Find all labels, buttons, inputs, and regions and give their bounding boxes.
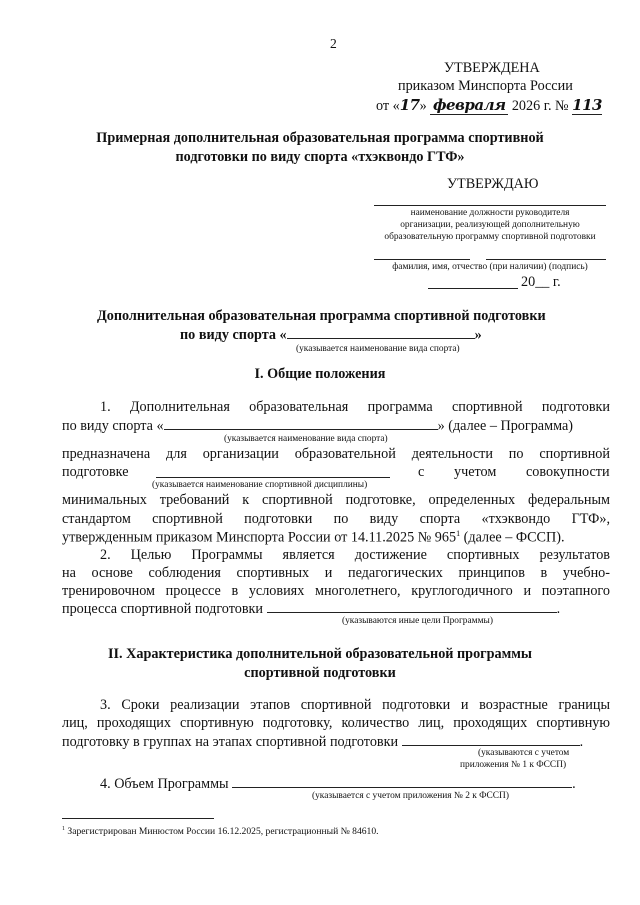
page-number: 2 (330, 36, 337, 51)
p1-line4-d: совокупности (526, 464, 610, 480)
p3-caption-l1: (указываются с учетом (478, 748, 570, 758)
approve-date-line (428, 288, 518, 289)
footnote-separator (62, 818, 214, 819)
p1-line7-a: утвержденным приказом Минспорта России от 14.11.2025 № 965 (62, 529, 457, 546)
p2-line4-prefix: процесса спортивной подготовки (62, 601, 264, 617)
footnote (62, 826, 379, 837)
p1-line3: предназначена для организации образовательной деятельности по спортивной (62, 446, 610, 462)
approve-caption1-l1: наименование должности руководителя (410, 208, 570, 218)
section2-heading-l1: II. Характеристика дополнительной образовательной программы (107, 646, 532, 662)
approval-title: УТВЕРЖДЕНА (444, 60, 540, 76)
p1-line2 (62, 417, 573, 435)
p2-line3: тренировочном процессе в условиях многолетнего, круглогодичного и поэтапного (62, 583, 610, 599)
date-prefix: от « (376, 98, 400, 114)
p3-line3-prefix: подготовку в группах на этапах спортивной подготовки (62, 734, 399, 750)
program-title-line2 (180, 326, 482, 344)
p1-caption1: (указывается наименование вида спорта) (224, 434, 388, 444)
approve-line-2a (374, 259, 470, 260)
sport-name-blank (287, 326, 475, 339)
program-title-caption: (указывается наименование вида спорта) (296, 344, 460, 354)
footnote-ref: 1 (456, 529, 461, 538)
p1-line7 (62, 529, 565, 547)
approve-year: 20__ г. (521, 274, 561, 290)
p2-line2: на основе соблюдения спортивных и педагогических принципов в учебно- (62, 565, 610, 581)
p1-line2-prefix: по виду спорта « (62, 418, 164, 434)
footnote-mark: 1 (62, 826, 65, 832)
p1-caption2: (указывается наименование спортивной дисциплины) (152, 480, 368, 490)
date-close: » (419, 98, 427, 114)
date-year: 2026 г. № (511, 98, 569, 114)
p1-line6: стандартом спортивной подготовки по виду спорта «тхэквондо ГТФ», (62, 511, 610, 527)
approve-caption1-l2: организации, реализующей дополнительную (400, 220, 580, 230)
p3-line1: 3. Сроки реализации этапов спортивной подготовки и возрастные границы (100, 697, 610, 713)
doc-title-line1: Примерная дополнительная образовательная программа спортивной (96, 130, 544, 146)
p2-goals-blank (267, 600, 557, 613)
approve-title: УТВЕРЖДАЮ (447, 176, 539, 192)
p1-line4-a: подготовке (62, 464, 129, 480)
p3-blank (402, 733, 580, 746)
p4-suffix: . (572, 776, 576, 792)
p4-blank (232, 775, 572, 788)
p3-line3-suffix: . (579, 734, 584, 750)
p1-line4-b: с (418, 464, 425, 480)
doc-title-line2: подготовки по виду спорта «тхэквондо ГТФ» (175, 149, 465, 165)
approval-line1: приказом Минспорта России (398, 78, 573, 94)
p2-line1: 2. Целью Программы является достижение спортивных результатов (100, 547, 610, 563)
section2-heading-l2: спортивной подготовки (244, 665, 396, 681)
approve-caption2: фамилия, имя, отчество (при наличии) (подпись) (392, 262, 588, 272)
p3-line2: лиц, проходящих спортивную подготовку, количество лиц, проходящих спортивную (62, 715, 610, 731)
p2-line4-suffix: . (556, 601, 561, 617)
program-title-line1: Дополнительная образовательная программа спортивной подготовки (97, 308, 546, 324)
p1-line4-c: учетом (454, 464, 497, 480)
approve-line-2b (486, 259, 606, 260)
p1-line5: минимальных требований к спортивной подготовке, определенных федеральным (62, 492, 610, 508)
p1-line1: 1. Дополнительная образовательная программа спортивной подготовки (100, 399, 610, 415)
date-number-handwritten: 113 (572, 96, 602, 114)
p1-sport-blank (164, 417, 438, 430)
program-title-suffix: » (474, 327, 482, 343)
section1-heading: I. Общие положения (254, 366, 386, 382)
p4-caption: (указывается с учетом приложения № 2 к ФССП) (312, 791, 509, 801)
footnote-text: Зарегистрирован Минюстом России 16.12.2025, регистрационный № 84610. (67, 826, 379, 838)
approval-date (376, 96, 602, 115)
p1-line7-b: (далее – ФССП). (460, 529, 565, 546)
p1-line2-suffix: » (далее – Программа) (437, 418, 573, 434)
p1-discipline-blank (156, 477, 390, 478)
date-day-handwritten: 17 (399, 96, 420, 114)
p1-line4 (62, 464, 610, 481)
approve-caption1-l3: образовательную программу спортивной подготовки (384, 232, 596, 242)
p4-prefix: 4. Объем Программы (100, 776, 229, 792)
p3-caption-l2: приложения № 1 к ФССП) (460, 760, 567, 770)
p2-caption: (указываются иные цели Программы) (342, 616, 493, 626)
date-month-handwritten: февраля (430, 96, 508, 115)
approve-line-1 (374, 205, 606, 206)
program-title-prefix: по виду спорта « (180, 327, 287, 343)
